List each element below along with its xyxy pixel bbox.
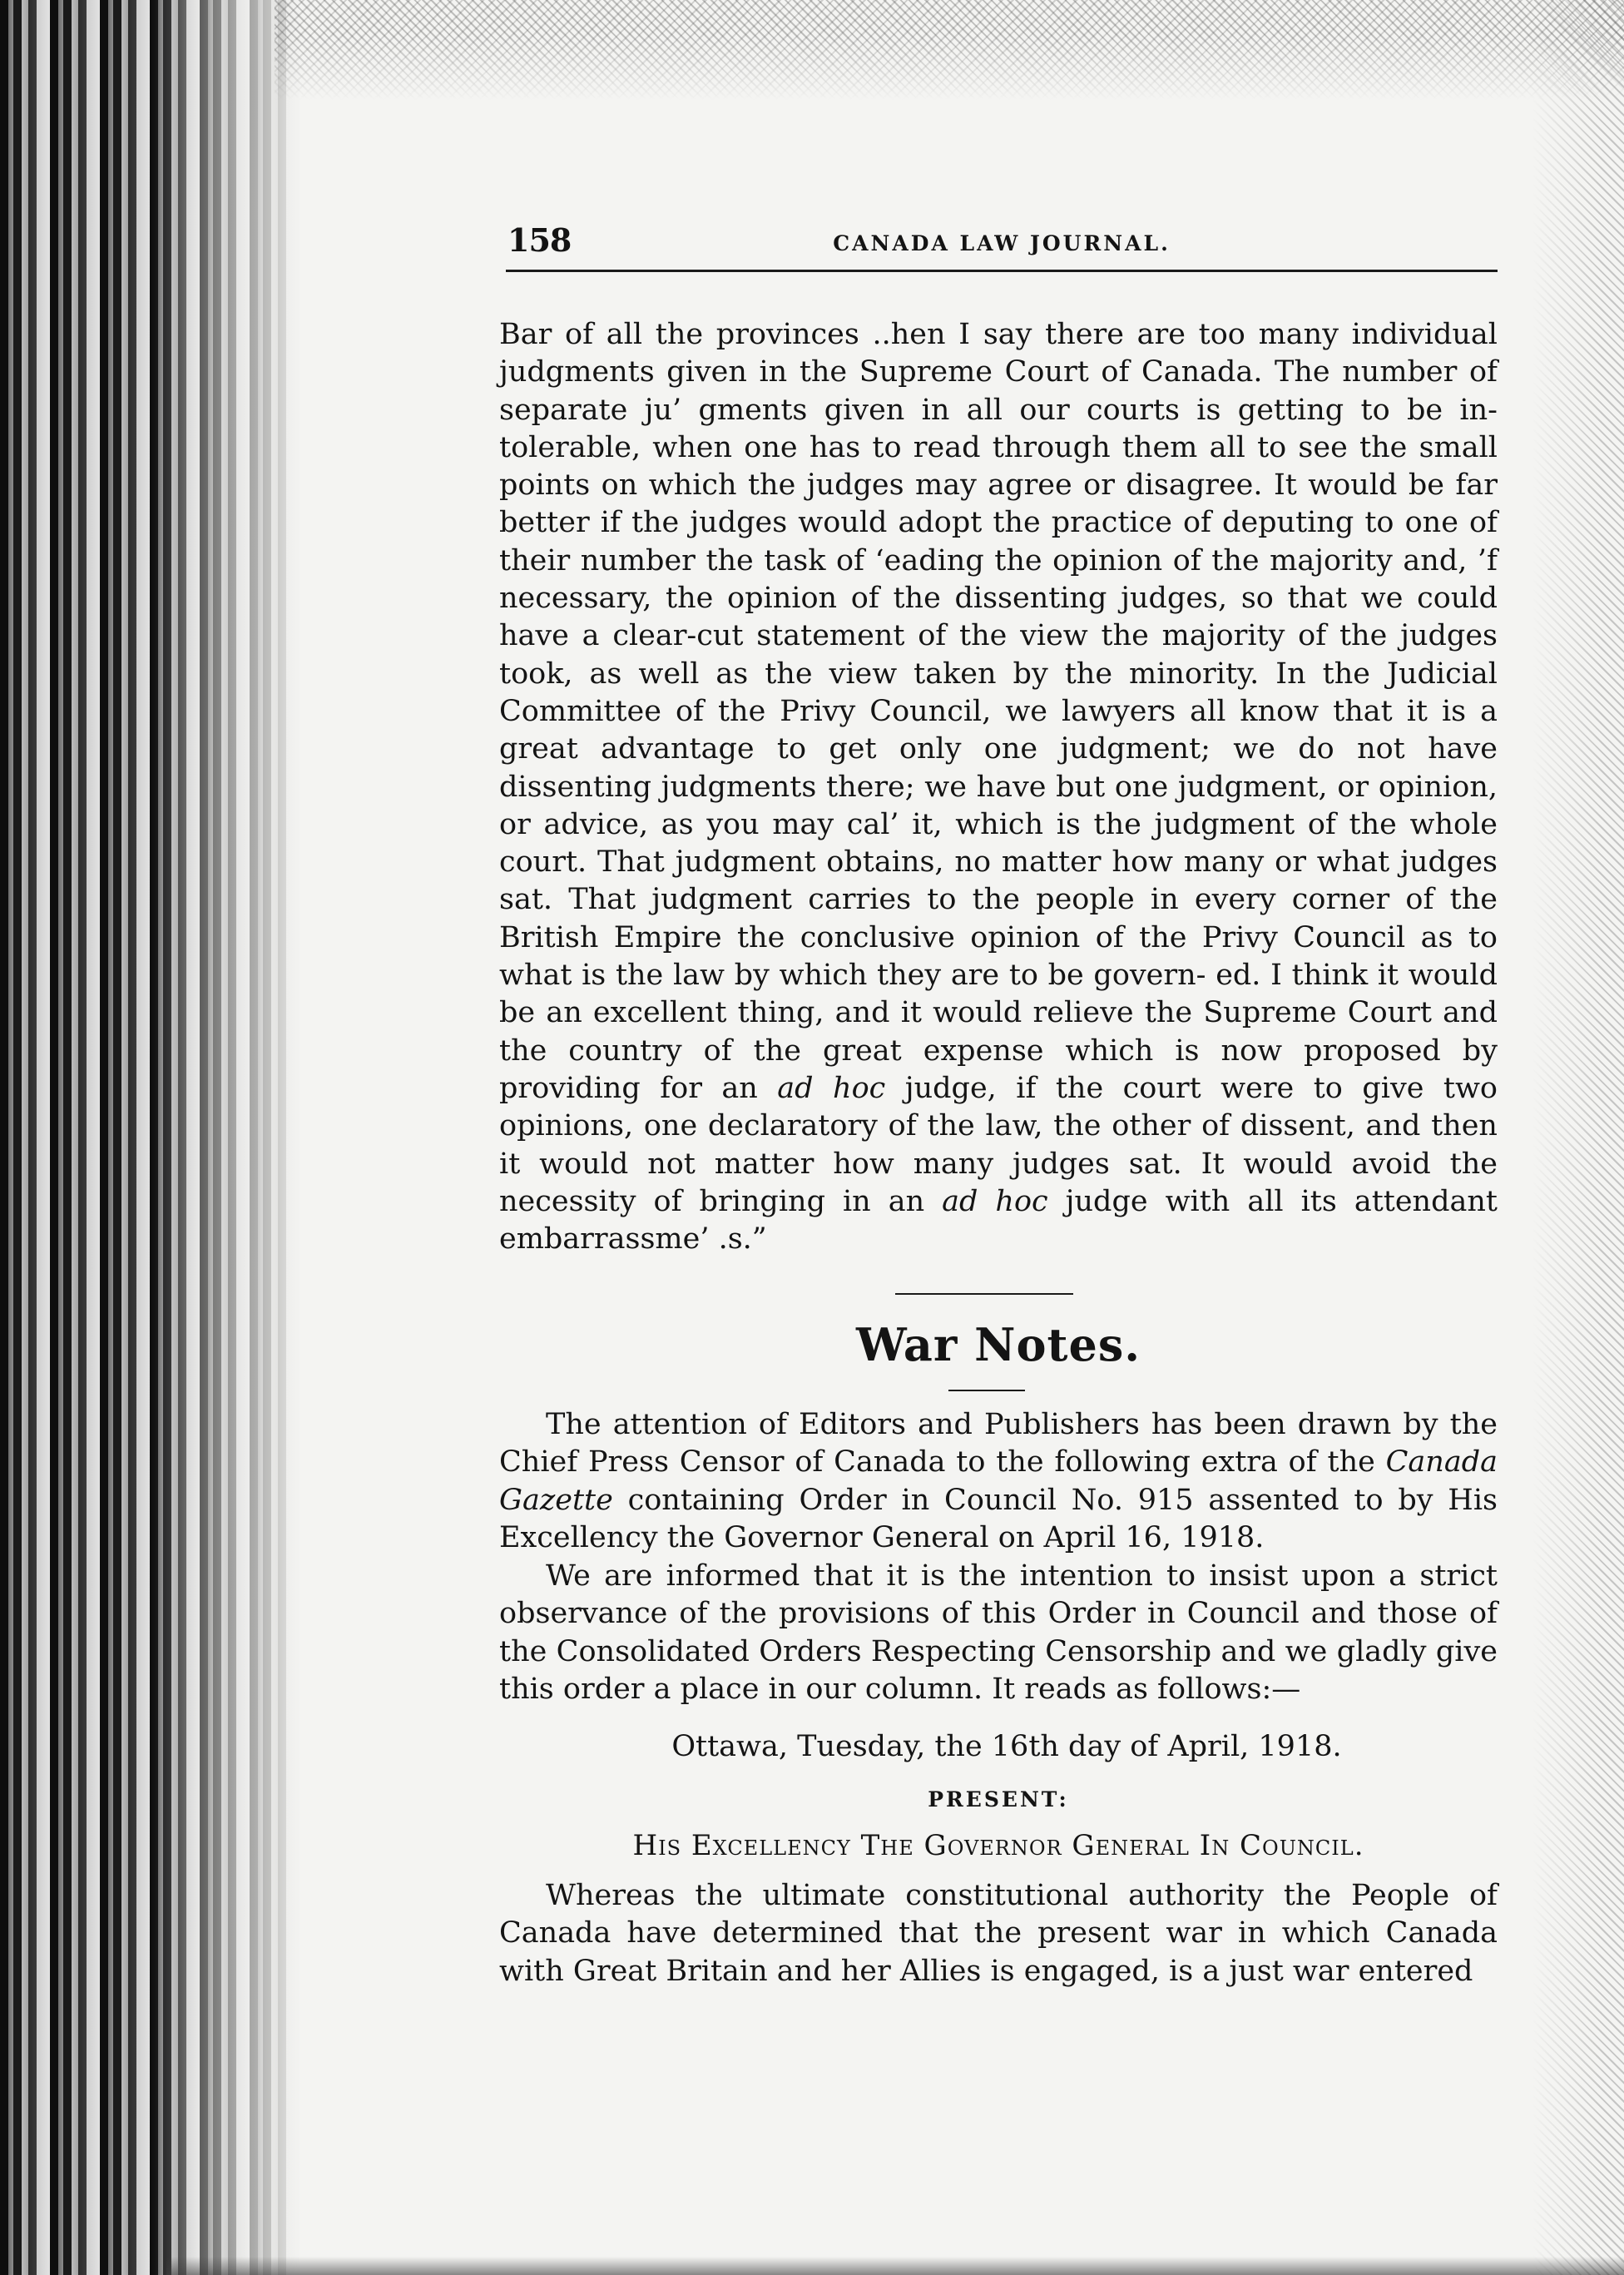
scan-top-noise	[275, 0, 1624, 100]
text-line: and, ’f necessary, the opinion of the dissenting judges, so that we	[499, 543, 1498, 616]
text-line: the whole court. That judgment obtains, no matter how many	[499, 807, 1498, 880]
scan-bottom-edge	[166, 2257, 1624, 2275]
text-line: Judicial Committee of the Privy Council, we lawyers all know	[499, 657, 1498, 728]
text-line: of separate ju’ gments given in all our courts is getting to be in-	[499, 355, 1498, 427]
italic-phrase: ad hoc	[942, 1184, 1048, 1218]
scan-right-noise	[1532, 0, 1624, 2275]
page-number: 158	[508, 221, 572, 259]
text-line: We are informed that it is the intention to insist upon a strict	[546, 1559, 1498, 1593]
header-rule	[506, 270, 1498, 272]
text-line: every corner of the British Empire the conclusive opinion of the	[499, 883, 1498, 954]
text-line: points on which the judges may agree or disagree. It would be	[499, 468, 1444, 503]
text-line: far better if the judges would adopt the practice of deputing to	[499, 468, 1498, 540]
running-header	[506, 216, 1498, 268]
text-line: of the Consolidated Orders Respecting Censorship and we gladly	[499, 1597, 1498, 1668]
text-line: that it is a great advantage to get only one judgment; we do not	[499, 694, 1498, 766]
text-line: Privy Council as to what is the law by which they are to be govern-	[499, 920, 1498, 993]
text-line: is now proposed by providing for an	[499, 1033, 1498, 1105]
text-line: were to give two opinions, one declaratory of the law, the other of	[499, 1071, 1498, 1143]
text-line: judgments given in the Supreme Court of Canada. The number	[499, 355, 1458, 389]
present-label: PRESENT:	[928, 1787, 1069, 1812]
text-line: The attention of Editors and Publishers has been drawn by	[546, 1408, 1438, 1441]
text-line: judges took, as well as the view taken by the minority. In the	[499, 619, 1498, 691]
text-line: tolerable, when one has to read through them all to see the small	[499, 430, 1498, 464]
italic-phrase: ad hoc	[777, 1071, 886, 1105]
text-line: Whereas the ultimate constitutional authority the People of	[546, 1879, 1498, 1912]
continuation-paragraph	[499, 316, 1498, 1258]
text-line: give this order a place in our column. It reads as follows:—	[499, 1634, 1498, 1706]
text-line: the Chief Press Censor of Canada to the following extra of the	[499, 1408, 1498, 1479]
text-line: ed. I think it would be an excellent thing, and it would relieve	[499, 959, 1498, 1030]
text-line: with Great Britain and her Allies is engaged, is a just war entered	[499, 1954, 1473, 1988]
text-line: by His Excellency the Governor General on April 16, 1918.	[499, 1483, 1498, 1554]
text-line: the Supreme Court and the country of the great expense which	[499, 996, 1498, 1068]
text-line: or what judges sat. That judgment carries to the people in	[499, 845, 1498, 917]
text-line: would avoid the necessity of bringing in an	[499, 1147, 1498, 1218]
text-line: could have a clear-cut statement of the view the majority of the	[499, 582, 1498, 653]
informed-paragraph	[499, 1558, 1498, 1708]
section-heading: War Notes.	[855, 1318, 1141, 1371]
rule-above-heading	[895, 1293, 1073, 1295]
scan-binding-fade	[0, 0, 316, 2275]
text-line: have dissenting judgments there; we have but one judgment, or	[499, 732, 1498, 804]
text-line: one of their number the task of ‘eading the opinion of the majority	[499, 506, 1498, 577]
text-line: opinion, or advice, as you may cal’ it, which is the judgment of	[499, 770, 1498, 841]
text-line: its attendant embarrassme’ .s.”	[499, 1184, 1498, 1256]
text-line: dissent, and then it would not matter how many judges sat. It	[499, 1109, 1498, 1181]
text-line: Bar of all the provinces ..hen I say there are too many individual	[499, 318, 1498, 351]
text-line: containing Order in Council No. 915 assented to	[612, 1483, 1384, 1517]
text-line: judge with all	[1047, 1184, 1284, 1218]
order-dateline: Ottawa, Tuesday, the 16th day of April, 1918.	[671, 1730, 1342, 1763]
text-line: Canada have determined that the present war in which Canada	[499, 1916, 1498, 1950]
text-line: observance of the provisions of this Order in Council and those	[499, 1597, 1458, 1631]
whereas-paragraph	[499, 1877, 1498, 1990]
text-line: judge, if the court	[885, 1071, 1201, 1105]
journal-title: CANADA LAW JOURNAL.	[833, 231, 1171, 255]
attention-paragraph	[499, 1406, 1498, 1557]
italic-publication-name: Canada Gazette	[499, 1445, 1498, 1517]
rule-below-heading	[948, 1390, 1025, 1391]
council-line: His Excellency The Governor General In Council.	[632, 1829, 1364, 1862]
